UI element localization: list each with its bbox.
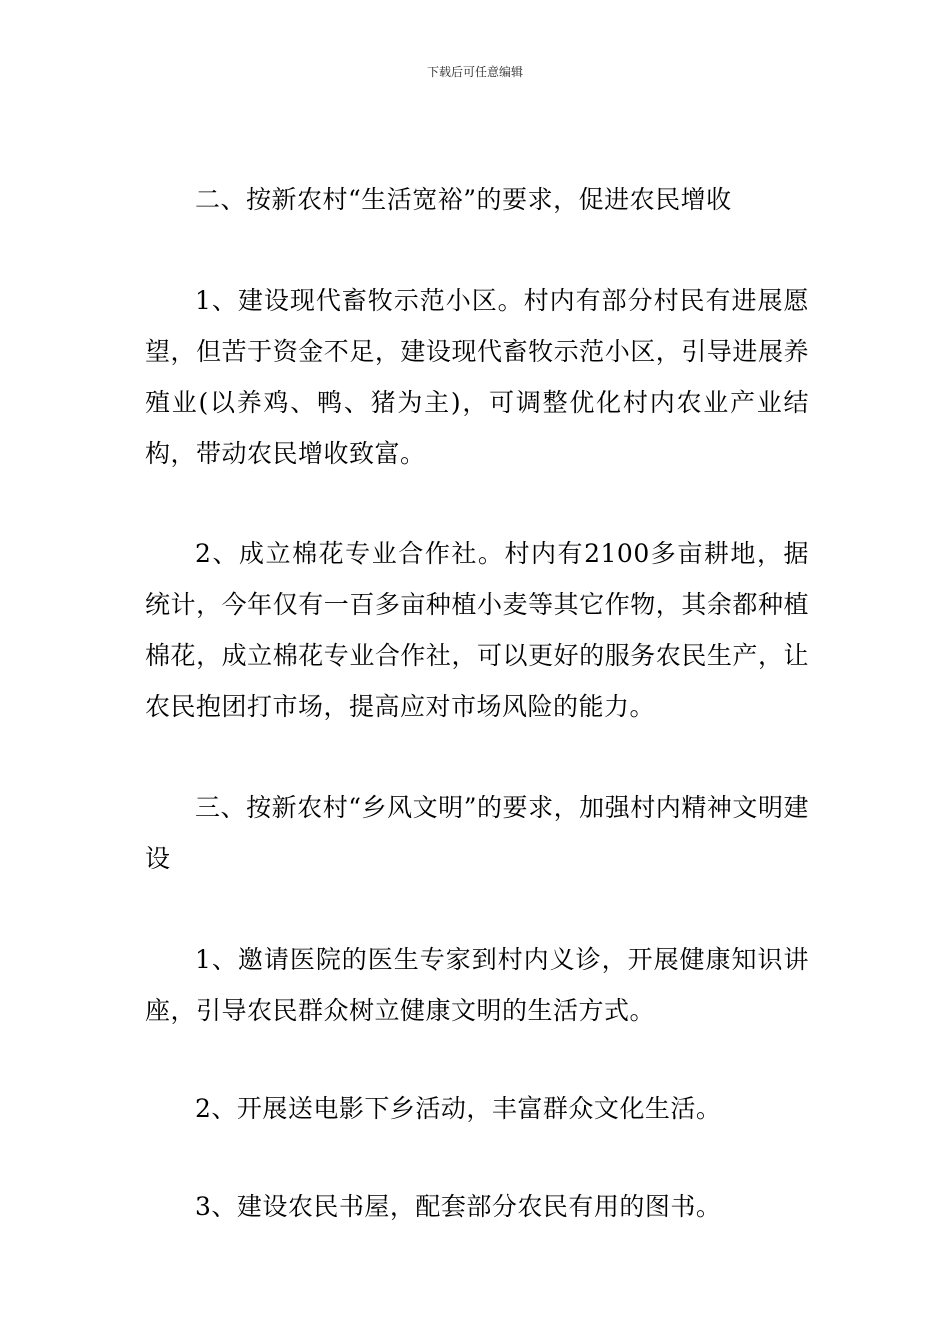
paragraph-farmer-library: 3、建设农民书屋，配套部分农民有用的图书。 — [195, 1192, 722, 1221]
header-text: 下载后可任意编辑 — [426, 65, 523, 79]
section-heading-two: 二、按新农村“生活宽裕”的要求，促进农民增收 — [195, 185, 732, 214]
paragraph-cotton-cooperative: 2、成立棉花专业合作社。村内有2100多亩耕地，据统计，今年仅有一百多亩种植小麦等其它作物，其余都种植棉花，成立棉花专业合作社，可以更好的服务农民生产，让农民抱团打市场，提高应对市场风险的能力。 — [145, 539, 809, 721]
page-header — [0, 64, 950, 80]
document-body — [145, 174, 809, 1232]
paragraph-free-clinic: 1、邀请医院的医生专家到村内义诊，开展健康知识讲座，引导农民群众树立健康文明的生活方式。 — [145, 945, 809, 1025]
paragraph-livestock-zone: 1、建设现代畜牧示范小区。村内有部分村民有进展愿望，但苦于资金不足，建设现代畜牧示范小区，引导进展养殖业(以养鸡、鸭、猪为主)，可调整优化村内农业产业结构，带动农民增收致富。 — [145, 286, 809, 468]
paragraph-film-screening: 2、开展送电影下乡活动，丰富群众文化生活。 — [195, 1094, 722, 1123]
section-heading-three: 三、按新农村“乡风文明”的要求，加强村内精神文明建设 — [145, 793, 809, 873]
